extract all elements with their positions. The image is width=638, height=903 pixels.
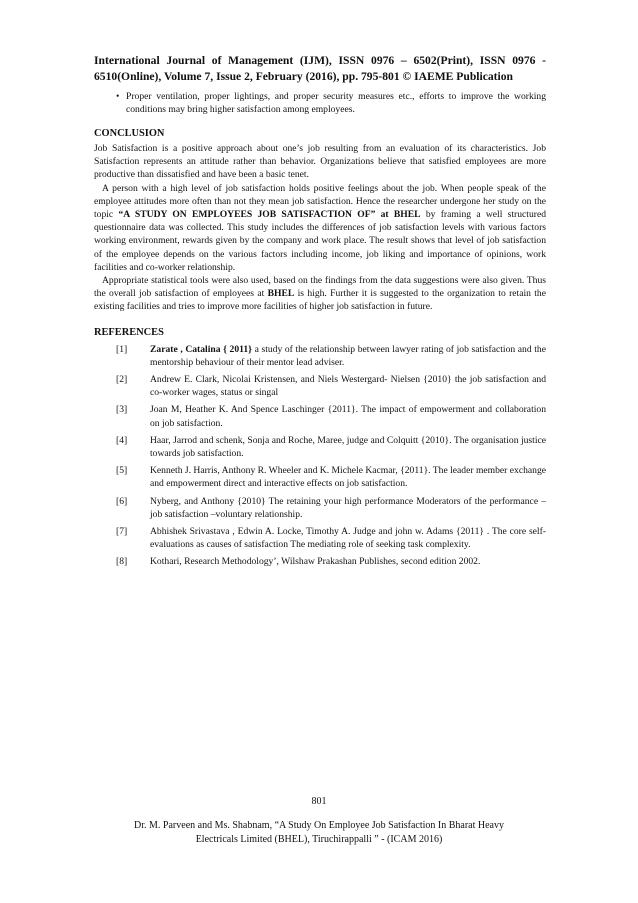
reference-authors: Zarate , Catalina { 2011} [150,343,252,355]
reference-text: Andrew E. Clark, Nicolai Kristensen, and Niels Westergard- Nielsen {2010} the job satisfaction and co-worker wages, status or singal [150,374,546,399]
bullet-icon: • [116,91,120,102]
reference-item [94,525,546,551]
reference-number: [6] [116,495,128,507]
reference-item [94,495,546,521]
reference-item [94,434,546,460]
conclusion-p2-text-a: A person with a high level of job satisfaction holds positive feelings about the job. When people speak of the employee attitudes more often than not they mean job satisfaction. Hence the researcher undergone her study on the topic [94,182,546,221]
reference-number: [2] [116,374,128,386]
page-number: 801 [311,796,327,807]
reference-item [94,464,546,490]
reference-text: Haar, Jarrod and schenk, Sonja and Roche, Maree, judge and Colquitt {2010}. The organisation justice towards job satisfaction. [150,434,546,460]
reference-list [94,343,546,569]
reference-text: Kenneth J. Harris, Anthony R. Wheeler and K. Michele Kacmar, {2011}. The leader member exchange and empowerment direct and interactive effects on job satisfaction. [150,465,546,490]
study-title: “A STUDY ON EMPLOYEES JOB SATISFACTION OF” at BHEL [118,209,421,221]
reference-text [150,343,546,369]
reference-text: Joan M, Heather K. And Spence Laschinger {2011}. The impact of empowerment and collaboration on job satisfaction. [150,404,546,429]
reference-text: Abhishek Srivastava , Edwin A. Locke, Timothy A. Judge and john w. Adams {2011} . The core self-evaluations as causes of satisfaction The mediating role of seeking task complexity. [150,526,546,551]
conclusion-heading: CONCLUSION [94,128,165,139]
reference-item [94,373,546,399]
reference-text: Kothari, Research Methodology’, Wilshaw Prakashan Publishes, second edition 2002. [150,556,481,568]
reference-number: [8] [116,556,128,568]
conclusion-paragraph-1: Job Satisfaction is a positive approach about one’s job resulting from an evaluation of its characteristics. Job Satisfaction represents an attitude rather than behavior. Organizations believe that satisfied employees are more productive than dissatisfied and have been a basic tenet. [94,143,546,181]
bullet-text: Proper ventilation, proper lightings, and proper security measures etc., efforts to improve the working conditions may bring higher satisfaction among employees. [126,91,546,115]
page-body [94,53,546,573]
conclusion-p2-text-b: by framing a well structured questionnaire data was collected. This study includes the differences of job satisfaction levels with various factors working environment, rewards given by the company and work place. The result shows that level of job satisfaction of the employee depends on the various factors including income, job liking and importance of opinions, work facilities and co-worker relationship. [94,209,546,273]
reference-item [94,403,546,429]
reference-number: [4] [116,434,128,446]
conclusion-paragraph-3 [94,274,546,314]
reference-item [94,343,546,369]
conclusion-paragraph-2 [94,182,546,274]
footer-line-1: Dr. M. Parveen and Ms. Shabnam, “A Study On Employee Job Satisfaction In Bharat Heavy [134,820,504,831]
journal-header: International Journal of Management (IJM), ISSN 0976 – 6502(Print), ISSN 0976 - 6510(Online), Volume 7, Issue 2, February (2016), pp. 795-801 © IAEME Publication [94,54,546,83]
conclusion-p3-text-a: Appropriate statistical tools were also used, based on the findings from the data suggestions were also given. Thus the overall job satisfaction of employees at [94,275,546,300]
reference-number: [3] [116,404,128,416]
reference-number: [1] [116,343,128,355]
reference-number: [7] [116,526,128,538]
reference-number: [5] [116,465,128,477]
bullet-item [94,90,546,116]
conclusion-p3-text-b: is high. Further it is suggested to the organization to retain the existing facilities and tries to improve more facilities of higher job satisfaction in future. [94,288,546,313]
reference-text: Nyberg, and Anthony {2010} The retaining your high performance Moderators of the performance – job satisfaction –voluntary relationship. [150,495,546,520]
page-footer [104,819,534,847]
references-heading: REFERENCES [94,326,164,338]
reference-item [94,555,546,568]
reference-title: a study of the relationship between lawyer rating of job satisfaction and the mentorship behaviour of their mentor lead adviser. [150,343,546,368]
bhel-emphasis: BHEL [267,288,295,300]
footer-line-2: Electricals Limited (BHEL), Tiruchirappalli ” - (ICAM 2016) [195,834,443,845]
